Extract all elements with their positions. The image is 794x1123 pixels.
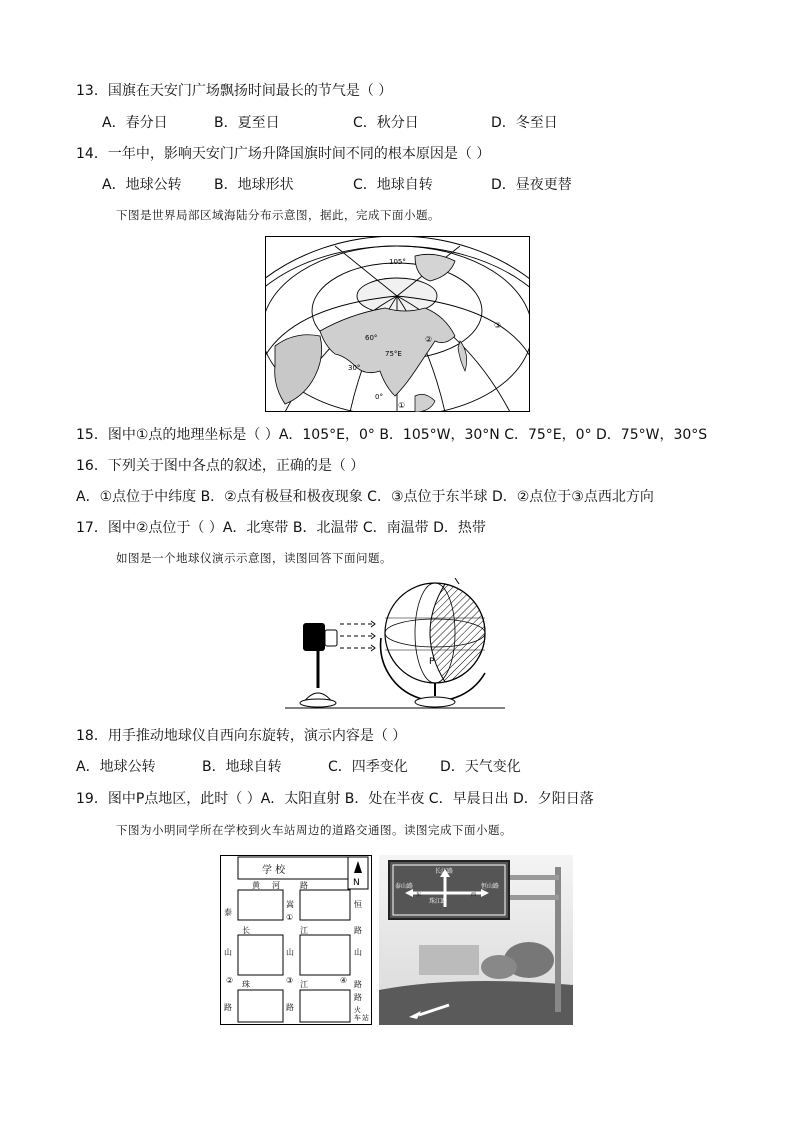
q13-stem: 13．国旗在天安门广场飘扬时间最长的节气是（ ） <box>76 83 393 99</box>
map-label-75e: 75°E <box>385 350 402 358</box>
sign-arrow-east: 东 <box>416 892 422 898</box>
q14-option-d[interactable]: D．昼夜更替 <box>491 177 572 193</box>
svg-text:车: 车 <box>354 1014 361 1022</box>
svg-text:泰: 泰 <box>224 908 232 917</box>
svg-text:路: 路 <box>354 980 362 989</box>
q16-options[interactable]: A．①点位于中纬度 B．②点有极昼和极夜现象 C．③点位于东半球 D．②点位于③点西北方向 <box>76 489 654 505</box>
q14-option-b[interactable]: B．地球形状 <box>214 177 294 193</box>
q13-option-d[interactable]: D．冬至日 <box>491 115 558 131</box>
svg-text:路: 路 <box>354 926 362 935</box>
svg-text:江: 江 <box>300 980 308 989</box>
sign-arrow-west: 西 <box>471 892 477 898</box>
svg-text:河: 河 <box>272 881 280 890</box>
q13-option-b[interactable]: B．夏至日 <box>214 115 280 131</box>
q15-text: 15．图中①点的地理坐标是（ ）A．105°E，0° B．105°W，30°N C．75°E，0° D．75°W，30°S <box>76 427 708 443</box>
svg-text:③: ③ <box>286 976 294 985</box>
svg-text:④: ④ <box>340 976 348 985</box>
q18-option-d[interactable]: D．天气变化 <box>440 759 521 775</box>
q18-stem: 18．用手推动地球仪自西向东旋转，演示内容是（ ） <box>76 728 407 744</box>
svg-text:山: 山 <box>354 948 362 957</box>
svg-text:②: ② <box>226 976 234 985</box>
svg-text:路: 路 <box>224 1003 232 1012</box>
svg-text:恒: 恒 <box>354 900 362 909</box>
school-label: 学 校 <box>262 865 286 876</box>
q14-option-a[interactable]: A．地球公转 <box>102 177 182 193</box>
q14-stem: 14．一年中，影响天安门广场升降国旗时间不同的根本原因是（ ） <box>76 146 491 162</box>
svg-text:站: 站 <box>362 1014 369 1022</box>
sign-left: 泰山路 <box>395 883 414 890</box>
svg-text:路: 路 <box>354 993 362 1002</box>
globe-demo-figure <box>285 578 507 712</box>
svg-text:①: ① <box>286 913 294 922</box>
q18-option-b[interactable]: B．地球自转 <box>202 759 282 775</box>
q18-option-a[interactable]: A．地球公转 <box>76 759 156 775</box>
map-point-1: ① <box>398 401 406 410</box>
world-region-map <box>265 236 530 412</box>
svg-text:路: 路 <box>286 1003 294 1012</box>
sign-middle: 珠江路 <box>429 898 448 905</box>
intro-map: 下图是世界局部区域海陆分布示意图，据此，完成下面小题。 <box>116 208 440 222</box>
map-label-105: 105° <box>389 258 406 266</box>
q13-option-c[interactable]: C．秋分日 <box>353 115 419 131</box>
q18-option-c[interactable]: C．四季变化 <box>328 759 408 775</box>
svg-text:黄: 黄 <box>252 881 260 890</box>
q16-stem: 16．下列关于图中各点的叙述，正确的是（ ） <box>76 458 365 474</box>
svg-text:山: 山 <box>224 948 232 957</box>
svg-text:火: 火 <box>354 1006 361 1014</box>
map-label-60: 60° <box>365 334 378 342</box>
q14-option-c[interactable]: C．地球自转 <box>353 177 433 193</box>
q13-option-a[interactable]: A．春分日 <box>102 115 168 131</box>
intro-globe: 如图是一个地球仪演示示意图，读图回答下面问题。 <box>116 551 392 565</box>
globe-point-p: P <box>429 657 435 667</box>
map-label-0: 0° <box>375 393 383 401</box>
svg-text:山: 山 <box>286 948 294 957</box>
svg-text:长: 长 <box>242 926 250 935</box>
sign-top: 长江路 <box>435 868 454 875</box>
north-label: N <box>353 878 360 888</box>
map-point-3: ③ <box>494 321 502 330</box>
map-label-30: 30° <box>348 364 361 372</box>
svg-text:江: 江 <box>300 926 308 935</box>
svg-text:嵩: 嵩 <box>286 900 294 909</box>
q19-text: 19．图中P点地区，此时（ ）A．太阳直射 B．处在半夜 C．早晨日出 D．夕阳日落 <box>76 791 594 807</box>
road-sign-photo <box>379 855 573 1025</box>
map-point-2: ② <box>425 335 433 344</box>
q17-text: 17．图中②点位于（ ）A．北寒带 B．北温带 C．南温带 D．热带 <box>76 520 486 536</box>
svg-text:珠: 珠 <box>242 980 250 989</box>
intro-roadmap: 下图为小明同学所在学校到火车站周边的道路交通图。读图完成下面小题。 <box>116 823 512 837</box>
svg-text:路: 路 <box>300 881 308 890</box>
sign-right: 恒山路 <box>481 883 500 890</box>
road-map-figure <box>220 855 372 1025</box>
